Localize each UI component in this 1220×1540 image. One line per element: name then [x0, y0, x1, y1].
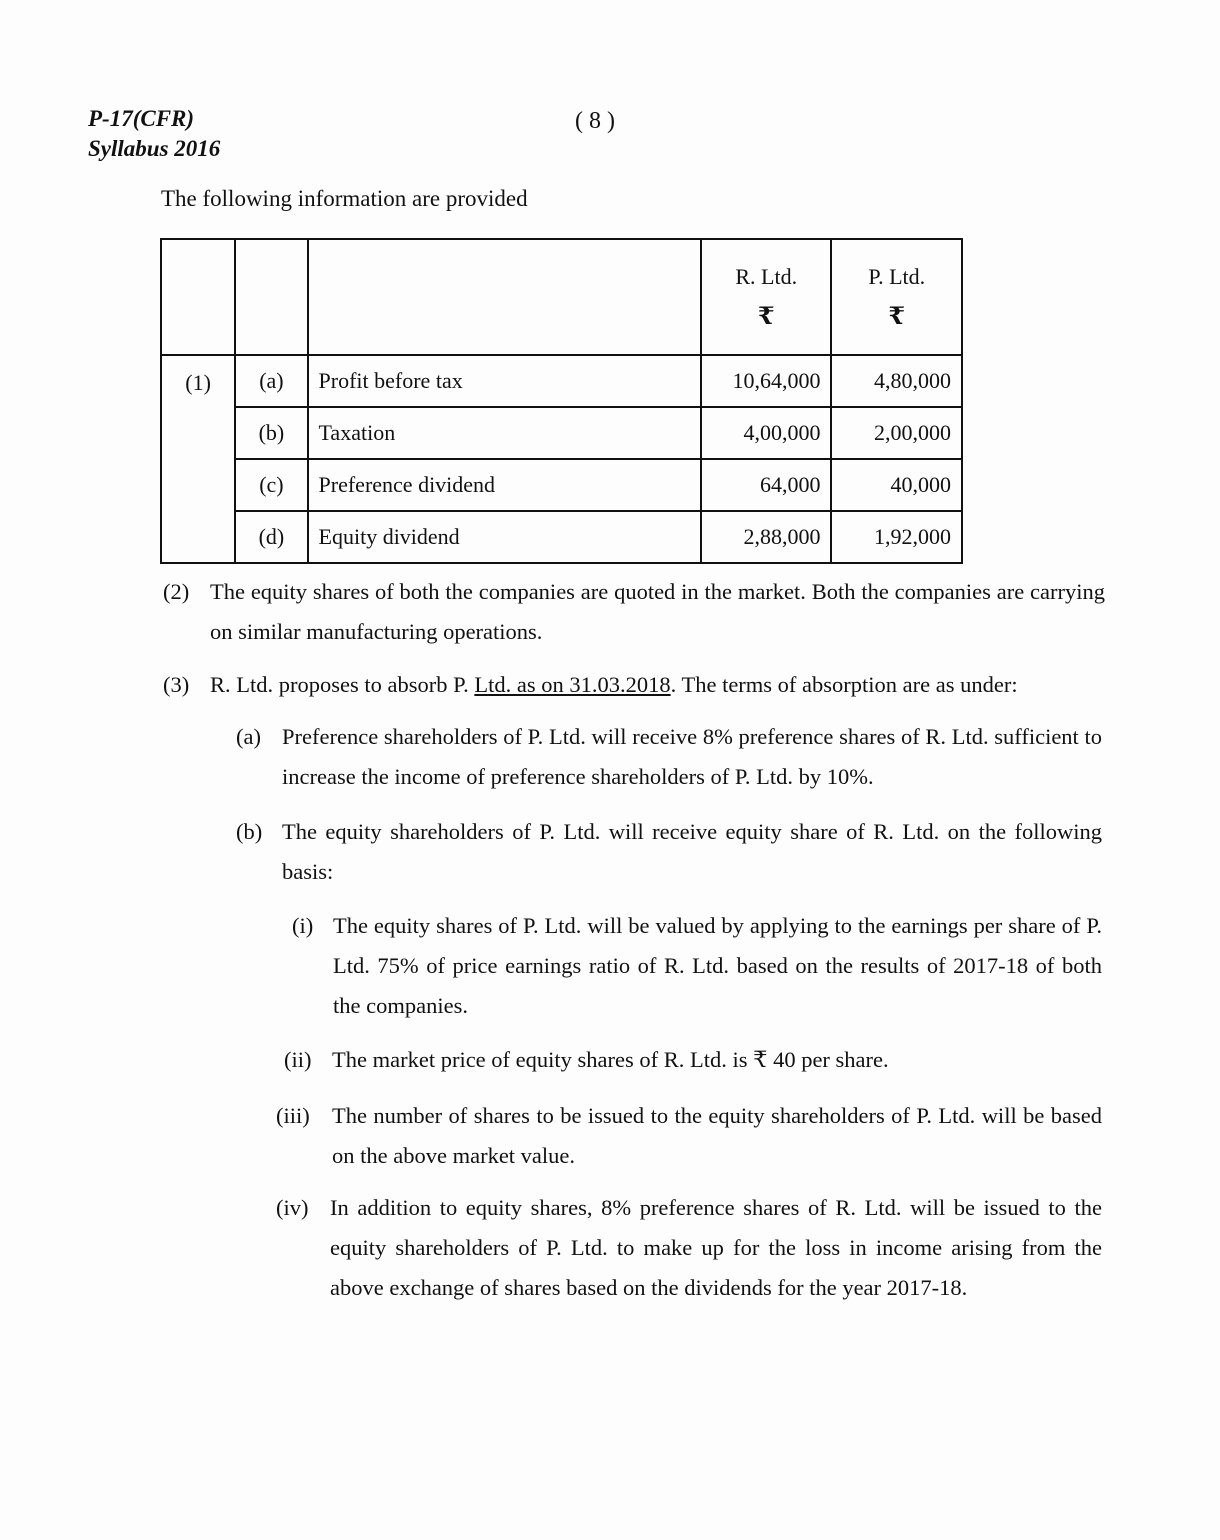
point-3-underlined: Ltd. as on 31.03.2018: [474, 672, 671, 697]
intro-text: The following information are provided: [161, 186, 528, 211]
header-r-ltd-label: R. Ltd.: [735, 264, 798, 289]
point-3a: (a) Preference shareholders of P. Ltd. will receive 8% preference shares of R. Ltd. sufficient to increase the income of preference shareholders of P. Ltd. by 10%.: [236, 717, 1102, 797]
syllabus-line: Syllabus 2016: [88, 136, 221, 161]
point-3b-text: The equity shareholders of P. Ltd. will receive equity share of R. Ltd. on the following basis:: [282, 819, 1102, 884]
header-p-ltd-label: P. Ltd.: [868, 264, 926, 289]
point-2: (2) The equity shares of both the companies are quoted in the market. Both the companies are carrying on similar manufacturing operations.: [163, 572, 1105, 652]
point-3: (3) R. Ltd. proposes to absorb P. Ltd. as on 31.03.2018. The terms of absorption are as under:: [163, 672, 1018, 697]
page-number: ( 8 ): [575, 108, 615, 134]
paper-code-line1: P-17(CFR): [88, 106, 195, 131]
table-row: (b) Taxation 4,00,000 2,00,000: [161, 407, 962, 459]
point-3b-iii-text: The number of shares to be issued to the equity shareholders of P. Ltd. will be based on the above market value.: [332, 1103, 1102, 1168]
row-group-number: (1): [161, 355, 235, 563]
point-3b: (b) The equity shareholders of P. Ltd. will receive equity share of R. Ltd. on the following basis:: [236, 812, 1102, 892]
point-3b-i: (i) The equity shares of P. Ltd. will be valued by applying to the earnings per share of P. Ltd. 75% of price earnings ratio of R. Ltd. based on the results of 2017-18 of both the companies.: [292, 906, 1102, 1026]
point-3b-ii-text: The market price of equity shares of R. Ltd. is ₹ 40 per share.: [332, 1047, 889, 1072]
paper-code: [88, 104, 220, 164]
point-3b-iv: (iv) In addition to equity shares, 8% preference shares of R. Ltd. will be issued to the equity shareholders of P. Ltd. to make up for the loss in income arising from the above exchange of shares based on the dividends for the year 2017-18.: [276, 1188, 1102, 1308]
header-r-ltd-currency: ₹: [757, 304, 775, 330]
point-3b-iv-text: In addition to equity shares, 8% preference shares of R. Ltd. will be issued to the equity shareholders of P. Ltd. to make up for the loss in income arising from the above exchange of shares based on the dividends for the year 2017-18.: [330, 1195, 1102, 1300]
table-row: (c) Preference dividend 64,000 40,000: [161, 459, 962, 511]
point-3b-iii: (iii) The number of shares to be issued to the equity shareholders of P. Ltd. will be based on the above market value.: [276, 1096, 1102, 1176]
header-p-ltd: [831, 239, 962, 355]
point-3b-i-text: The equity shares of P. Ltd. will be valued by applying to the earnings per share of P. Ltd. 75% of price earnings ratio of R. Ltd. based on the results of 2017-18 of both the companies.: [333, 913, 1102, 1018]
info-table: [160, 238, 963, 564]
header-r-ltd: [701, 239, 831, 355]
table-row: (d) Equity dividend 2,88,000 1,92,000: [161, 511, 962, 563]
table-header-row: [161, 239, 962, 355]
table-row: (1) (a) Profit before tax 10,64,000 4,80,000: [161, 355, 962, 407]
point-3b-ii: (ii) The market price of equity shares of R. Ltd. is ₹ 40 per share.: [284, 1040, 1102, 1080]
point-3-text-b: . The terms of absorption are as under:: [670, 672, 1018, 697]
point-3a-text: Preference shareholders of P. Ltd. will receive 8% preference shares of R. Ltd. sufficient to increase the income of preference shareholders of P. Ltd. by 10%.: [282, 724, 1102, 789]
point-2-text: The equity shares of both the companies are quoted in the market. Both the companies are carrying on similar manufacturing operations.: [210, 579, 1105, 644]
header-p-ltd-currency: ₹: [888, 304, 906, 330]
point-3-text-a: R. Ltd. proposes to absorb P.: [210, 672, 469, 697]
